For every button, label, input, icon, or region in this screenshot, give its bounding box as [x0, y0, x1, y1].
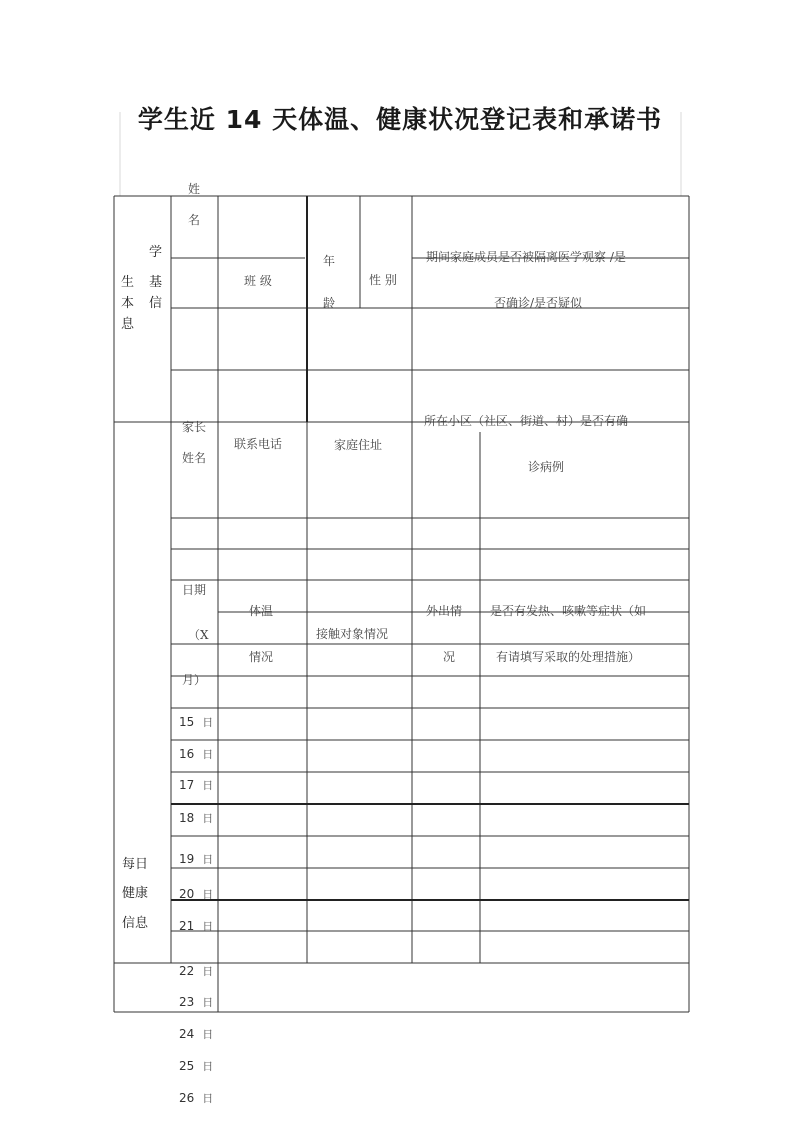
- community-cases-label: 诊病例: [528, 460, 565, 474]
- age-label: 龄: [323, 296, 336, 310]
- day-label: 23 日: [179, 995, 214, 1009]
- quarantine-question: 期间家庭成员是否被隔离医学观察 /是: [426, 250, 626, 264]
- age-label: 年: [323, 254, 336, 268]
- section-label-char: 基: [149, 275, 163, 290]
- symptom-label: 有请填写采取的处理措施）: [496, 650, 641, 664]
- date-label: 月）: [182, 673, 207, 687]
- daily-section-label: 信息: [122, 916, 149, 931]
- name-label: 姓: [188, 182, 201, 196]
- day-label: 17 日: [179, 778, 214, 792]
- community-cases-label: 所在小区（社区、街道、村）是否有确: [424, 414, 629, 428]
- class-label: 班 级: [244, 274, 272, 288]
- date-label: （X: [188, 628, 209, 642]
- quarantine-question: 否确诊/是否疑似: [494, 296, 583, 310]
- temperature-label: 情况: [249, 650, 274, 664]
- section-label-char: 生: [121, 275, 135, 290]
- day-label: 26 日: [179, 1091, 214, 1105]
- date-label: 日期: [182, 583, 207, 597]
- section-label-char: 本: [121, 296, 135, 311]
- contact-label: 接触对象情况: [316, 627, 389, 641]
- day-label: 20 日: [179, 887, 214, 901]
- day-label: 24 日: [179, 1027, 214, 1041]
- parent-name-label: 家长: [182, 420, 207, 434]
- day-label: 22 日: [179, 964, 214, 978]
- phone-label: 联系电话: [234, 437, 283, 451]
- symptom-label: 是否有发热、咳嗽等症状（如: [490, 604, 647, 618]
- day-label: 25 日: [179, 1059, 214, 1073]
- section-label-char: 学: [149, 245, 163, 260]
- day-label: 21 日: [179, 919, 214, 933]
- daily-section-label: 每日: [122, 857, 149, 872]
- page-title: 学生近 14 天体温、健康状况登记表和承诺书: [137, 105, 663, 134]
- gender-label: 性 别: [369, 273, 397, 287]
- day-label: 19 日: [179, 852, 214, 866]
- outing-label: 外出情: [426, 604, 463, 618]
- temperature-label: 体温: [249, 604, 274, 618]
- parent-name-label: 姓名: [182, 451, 207, 465]
- daily-section-label: 健康: [122, 886, 149, 901]
- outing-label: 况: [443, 650, 456, 664]
- section-label-char: 信: [149, 296, 163, 311]
- name-label: 名: [188, 213, 201, 227]
- section-label-char: 息: [121, 317, 135, 332]
- address-label: 家庭住址: [334, 438, 383, 452]
- day-label: 16 日: [179, 747, 214, 761]
- day-label: 18 日: [179, 811, 214, 825]
- day-label: 15 日: [179, 715, 214, 729]
